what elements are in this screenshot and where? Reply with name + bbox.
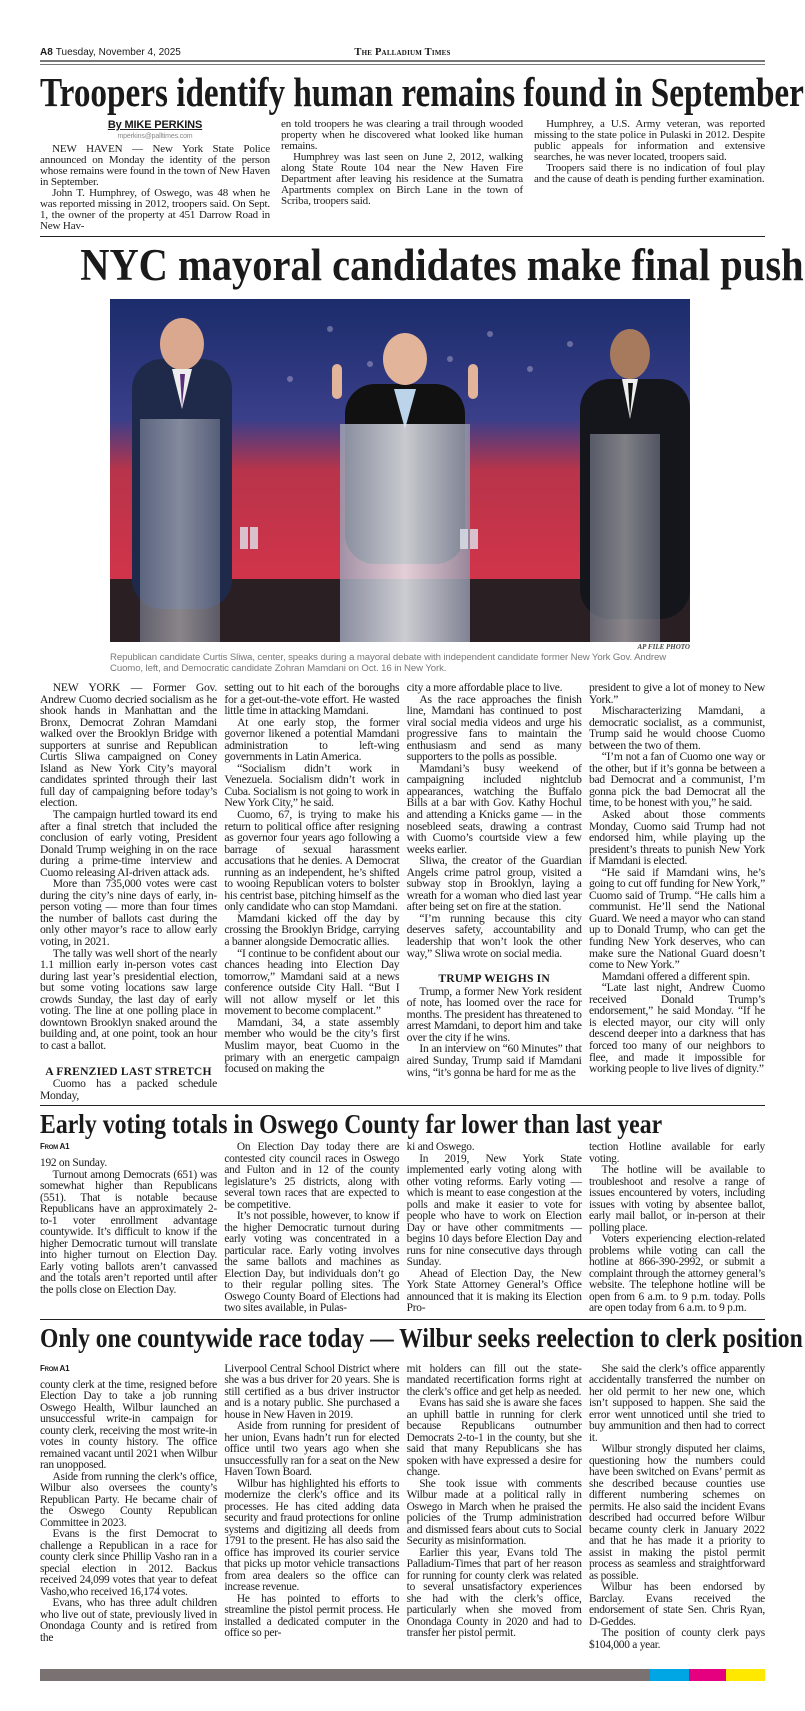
column-text	[407, 682, 582, 1078]
paragraph: As the race approaches the finish line, Mamdani has continued to post viral social media videos and urge his progressive fans to maintain the enthusiasm and send as many supporters to the polls as possible.	[406, 692, 582, 764]
paragraph: Wilbur strongly disputed her claims, questioning how the numbers could have been switched on Evans’ permit as she described because counties use different numbering schemes on permits. He also said the incident Evans described had occurred before Wilbur became county clerk in January 2022 and that he has made it a priority to assist in making the pistol permit process as seamless and straightforward as possible.	[588, 1443, 765, 1582]
column	[407, 682, 582, 1078]
paragraph: Aside from running for president of her union, Evans hadn’t run for elected office until two years ago when she unsuccessfully ran for a seat on the New Haven Town Board.	[224, 1420, 400, 1479]
headline-text: Only one countywide race today — Wilbur seeks reelection to clerk position	[40, 1322, 803, 1353]
byline-email[interactable]: mperkins@palltimes.com	[117, 133, 193, 140]
paragraph: In 2019, New York State implemented early voting along with other voting reforms. Early voting — which is meant to ease congestion at the polls and make it easier to vote for people who have to work on Election Day or have other commitments — begins 10 days before Election Day and runs for nine consecutive days through Sunday.	[406, 1152, 582, 1269]
headline-text: NYC mayoral candidates make final push	[80, 240, 804, 290]
paragraph: More than 735,000 votes were cast during the city’s nine days of early, in-person voting — more than four times the number of ballots cast during the only other mayor’s race to allow early voting, in 2021.	[40, 877, 217, 949]
paragraph: county clerk at the time, resigned before Election Day to take a job running Oswego Health, Wilbur launched an unsuccessful write-in campaign for county clerk, receiving the most write-in votes in county history. The office remained vacant until 2021 when Wilbur ran unopposed.	[40, 1378, 217, 1472]
column	[589, 1142, 765, 1315]
paragraph: Evans, who has three adult children who live out of state, previously lived in Onondaga County and is retired from the	[40, 1597, 217, 1644]
registration-yellow	[726, 1669, 765, 1681]
column-text	[589, 1142, 765, 1315]
paragraph: Wilbur has been endorsed by Barclay. Evans received the endorsement of state Sen. Chris Ryan, D-Geddes.	[588, 1581, 765, 1628]
column	[281, 119, 523, 207]
paragraph: Aside from running the clerk’s office, Wilbur also oversees the county’s Republican Party. He became chair of the Oswego County Republican Committee in 2023.	[40, 1470, 217, 1529]
column-text	[40, 682, 217, 1101]
story-nyc-mayoral	[40, 239, 804, 1102]
paragraph: “Late last night, Andrew Cuomo received Donald Trump’s endorsement,” he said Monday. “If he is elected mayor, our city will only descend deeper into a darkness that has forced too many of our neighbors to flee, and made it impossible for working people to live lives of dignity.”	[588, 981, 765, 1076]
paragraph: ki and Oswego.	[406, 1141, 475, 1154]
column-text	[589, 1364, 765, 1652]
paragraph: Sliwa, the creator of the Guardian Angels crime patrol group, visited a subway stop in Brooklyn, laying a wreath for a woman who died last year after being set on fire at the station.	[406, 854, 582, 914]
story-county-clerk	[40, 1322, 803, 1652]
column-text	[40, 144, 270, 232]
paragraph: On Election Day today there are contested city council races in Oswego and Fulton and in 12 of the county legislature’s 25 districts, along with several town races that are expected to be competitive.	[224, 1141, 400, 1211]
paragraph: Cuomo, 67, is trying to make his return to political office after resigning as governor four years ago following a barrage of sexual harassment accusations that he denies. A Democrat running as an independent, he’s shifted to wooing Republican voters to bolster his centrist base, pitching himself as the only candidate who can stop Mamdani.	[224, 808, 400, 914]
column	[589, 1364, 765, 1652]
issue-date: Tuesday, November 4, 2025	[55, 47, 181, 58]
paragraph: Wilbur has highlighted his efforts to modernize the clerk’s office and its processes. He has cited adding data security and fraud protections for online systems and digitizing all deeds from 1791 to the present. He has also said the office has improved its courier service that picks up motor vehicle transactions from area dealers so the office can increase revenue.	[224, 1477, 400, 1594]
column-text	[407, 1364, 582, 1640]
story-columns	[40, 1364, 765, 1652]
paragraph: “He said if Mamdani wins, he’s going to cut off funding for New York,” Cuomo said of Trump. “He calls him a communist. He’ll send the National Guard. We need a mayor who can stand up to Donald Trump, who can get the funding New York deserves, who can make sure the National Guard doesn’t come to New York.”	[588, 865, 765, 972]
paragraph: setting out to hit each of the boroughs for a get-out-the-vote effort. He wasted little time in attacking Mamdani.	[224, 681, 400, 718]
divider	[40, 236, 765, 237]
page-number: A8	[40, 47, 53, 58]
paragraph: Asked about those comments Monday, Cuomo said Trump had not endorsed him, while playing up the president’s threats to punish New York if Mamdani is elected.	[588, 808, 765, 868]
divider	[40, 1319, 765, 1320]
subhead: A FRENZIED LAST STRETCH	[45, 1064, 212, 1078]
headline-text: Early voting totals in Oswego County far lower than last year	[40, 1109, 663, 1140]
footer-bar	[40, 1669, 650, 1681]
column	[40, 1364, 217, 1645]
newspaper-page	[40, 0, 804, 1711]
paragraph: At one early stop, the former governor likened a potential Mamdani administration to left-wing governments in Latin America.	[224, 715, 400, 764]
story-columns	[40, 682, 765, 1101]
paragraph: John T. Humphrey, of Oswego, was 48 when he was reported missing in 2012, troopers said. On Sept. 1, the owner of the property at 451 Darrow Road in New Hav-	[40, 187, 270, 232]
column-text	[40, 1380, 217, 1645]
paragraph: Ahead of Election Day, the New York State Attorney General’s Office announced that it is making its Election Pro-	[406, 1267, 582, 1315]
registration-cyan	[650, 1669, 689, 1681]
paragraph: Humphrey was last seen on June 2, 2012, walking along State Route 104 near the New Haven Fire Department after leaving his residence at the Sumatra Apartments complex on Birch Lane in the town of Scriba, troopers said.	[281, 151, 523, 207]
headline	[40, 1108, 765, 1140]
paragraph: tection Hotline available for early voting.	[588, 1141, 765, 1165]
paragraph: Humphrey, a U.S. Army veteran, was reported missing to the state police in Pulaski in 2012. Despite public appeals for information and extensive searches, he was never located, troopers said.	[534, 118, 765, 163]
column-text	[224, 682, 399, 1075]
paragraph: He has pointed to efforts to streamline the pistol permit process. He installed a dedicated computer in the office so per-	[224, 1592, 400, 1640]
column	[407, 1364, 582, 1640]
column	[224, 682, 399, 1075]
paragraph: Cuomo has a packed schedule Monday,	[40, 1077, 217, 1102]
paragraph: “Socialism didn’t work in Venezuela. Socialism didn’t work in Cuba. Socialism is not going to work in New York City,” he said.	[224, 761, 400, 810]
paragraph: Turnout among Democrats (651) was somewhat higher than Republicans (551). That is notable because Republicans have an approximately 2-to-1 voter enrollment advantage countywide. It’s difficult to know if the higher Democratic turnout will translate into higher turnout on Election Day. Early voting ballots aren’t canvassed and the totals aren’t reported until after the polls close on Election Day.	[40, 1168, 217, 1296]
paragraph: Earlier this year, Evans told The Palladium-Times that part of her reason for running for county clerk was related to several unsatisfactory experiences she had with the clerk’s office, particularly when she moved from Onondaga County in 2020 and had to transfer her pistol permit.	[406, 1546, 582, 1640]
headline-text: Troopers identify human remains found in September	[40, 69, 804, 115]
paragraph: “I’m not a fan of Cuomo one way or the other, but if it’s gonna be between a bad Democrat and a communist, I’m gonna pick the bad Democrat all the time, to be honest with you,” he said.	[588, 750, 765, 810]
paragraph: mit holders can fill out the state-mandated recertification forms right at the clerk’s office and get help as needed.	[406, 1362, 582, 1398]
column	[40, 1142, 217, 1296]
paragraph: Liverpool Central School District where she was a bus driver for 20 years. She is still certified as a bus driver instructor and is a notary public. She purchased a house in New Haven in 2019.	[224, 1362, 400, 1421]
paragraph: Mamdani’s busy weekend of campaigning included nightclub appearances, watching the Buffalo Bills at a bar with Gov. Kathy Hochul and attending a Knicks game — in the nosebleed seats, drawing a contrast with Cuomo’s courtside view a few weeks earlier.	[406, 761, 582, 856]
column	[589, 682, 765, 1075]
paragraph: Troopers said there is no indication of foul play and the cause of death is pending further examination.	[534, 162, 765, 185]
paragraph: The hotline will be available to troubleshoot and resolve a range of issues encountered by voters, including issues with voting by absentee ballot, early mail ballot, or in-person at their polling place.	[588, 1164, 765, 1234]
subhead: TRUMP WEIGHS IN	[438, 972, 550, 986]
paragraph: In an interview on “60 Minutes” that aired Sunday, Trump said if Mamdani wins, “it’s gonna be hard for me as the	[406, 1042, 582, 1079]
paragraph: Voters experiencing election-related problems while voting can call the hotline at 866-390-2992, or submit a complaint through the attorney general’s website. The telephone hotline will be open from 6 a.m. to 9 p.m. today. Polls are open today from 6 a.m. to 9 p.m.	[588, 1233, 765, 1315]
paragraph: Trump, a former New York resident of note, has loomed over the race for months. The president has threatened to arrest Mamdani, to deport him and take over the city if he wins.	[406, 984, 582, 1044]
column	[224, 1364, 399, 1640]
footer-bar-row	[40, 1669, 765, 1681]
column-text	[224, 1142, 399, 1315]
page-folio	[40, 46, 765, 60]
column-text	[534, 119, 765, 185]
paragraph: Mamdani offered a different spin.	[601, 969, 750, 983]
paragraph: Evans is the first Democrat to challenge a Republican in a race for county clerk since Phillip Vasho ran in a special election in 2012. Backus received 24,099 votes that year to defeat Vasho,who received 16,174 votes.	[40, 1528, 217, 1598]
registration-magenta	[689, 1669, 726, 1681]
paragraph: The tally was well short of the nearly 1.1 million early in-person votes cast during last year’s presidential election, but some voting locations saw large crowds Sunday, the last day of early voting. The line at one polling place in downtown Brooklyn snaked around the building and, at one point, took an hour to cast a ballot.	[40, 946, 217, 1052]
column-text	[224, 1364, 399, 1640]
paragraph: 192 on Sunday.	[40, 1157, 107, 1170]
divider	[40, 1105, 765, 1106]
masthead: The Palladium Times	[354, 47, 451, 58]
paragraph: It’s not possible, however, to know if the higher Democratic turnout during early voting was concentrated in a particular race. Early voting involves the same ballots and machines as Election Day, but individuals don’t go to their regular polling sites. The Oswego County Board of Elections had two sites available, in Pulas-	[224, 1210, 400, 1315]
column	[224, 1142, 399, 1315]
column-text	[589, 682, 765, 1075]
paragraph: She said the clerk’s office apparently accidentally transferred the number on her old permit to her new one, which isn’t supposed to happen. She said the error went unnoticed until she tried to buy ammunition and then had to correct it.	[588, 1362, 765, 1444]
column	[534, 119, 765, 185]
paragraph: Mamdani kicked off the day by crossing the Brooklyn Bridge, carrying a banner alongside Democratic allies.	[224, 911, 400, 949]
paragraph: The campaign hurtled toward its end after a final stretch that included the conclusion of early voting, President Donald Trump weighing in on the race during a prime-time interview and Cuomo releasing AI-driven attack ads.	[40, 808, 217, 879]
story-troopers	[40, 69, 804, 232]
story-early-voting	[40, 1108, 765, 1315]
byline[interactable]: By MIKE PERKINS	[107, 119, 203, 131]
paragraph: president to give a lot of money to New York.”	[588, 681, 765, 706]
column-text	[407, 1142, 582, 1315]
paragraph: NEW YORK — Former Gov. Andrew Cuomo decried socialism as he shook hands in Manhattan and the Bronx, Democrat Zohran Mamdani walked over the Brooklyn Bridge with supporters at sunrise and Republican Curtis Sliwa campaigned on Coney Island as New York City’s mayoral candidates sprinted through their last full day of campaigning before today’s election.	[40, 681, 217, 810]
paragraph: Mischaracterizing Mamdani, a democratic socialist, as a communist, Trump said he would choose Cuomo between the two of them.	[588, 704, 765, 752]
headline	[40, 1322, 803, 1354]
headline	[40, 69, 804, 115]
paragraph: The position of county clerk pays $104,000 a year.	[588, 1627, 765, 1651]
column	[40, 682, 217, 1101]
paragraph: en told troopers he was clearing a trail through wooded property when he discovered what looked like human remains.	[281, 118, 523, 152]
folio-rule	[40, 60, 765, 65]
jump-line[interactable]: From A1	[40, 1142, 70, 1152]
column-text	[40, 1158, 217, 1296]
paragraph: Mamdani, 34, a state assembly member who would be the city’s first Muslim mayor, beat Cuomo in the primary with an energetic campaign focused on making the	[224, 1015, 400, 1076]
photo-credit: AP FILE PHOTO	[637, 643, 690, 651]
photo-caption: Republican candidate Curtis Sliwa, center, speaks during a mayoral debate with independent candidate former New York Gov. Andrew Cuomo, left, and Democratic candidate Zohran Mamdani on Oct. 16 in New York.	[110, 652, 667, 674]
story-columns	[40, 119, 765, 232]
paragraph: city a more affordable place to live.	[406, 681, 563, 694]
paragraph: Evans has said she is aware she faces an uphill battle in running for clerk because Republicans outnumber Democrats 2-to-1 in the county, but she said that many Republicans she has spoken with have expressed a desire for change.	[406, 1397, 582, 1479]
paragraph: “I continue to be confident about our chances heading into Election Day tomorrow,” Mamdani said at a news conference outside City Hall. “But I will not allow myself or let this movement to become complacent.”	[224, 946, 400, 1018]
jump-line[interactable]: From A1	[40, 1363, 70, 1373]
headline	[40, 239, 804, 291]
story-columns	[40, 1142, 765, 1315]
debate-photo	[110, 299, 690, 642]
column	[40, 119, 270, 232]
paragraph: She took issue with comments Wilbur made at a political rally in Oswego in March when he praised the policies of the Trump administration and dismissed fears about cuts to Social Security as misinformation.	[406, 1477, 582, 1548]
column	[407, 1142, 582, 1315]
column-text	[281, 119, 523, 207]
paragraph: “I’m running because this city deserves safety, accountability and leadership that won’t look the other way,” Sliwa wrote on social media.	[406, 911, 582, 960]
paragraph: NEW HAVEN — New York State Police announced on Monday the identity of the person whose remains were found in the town of New Haven in September.	[40, 143, 270, 188]
